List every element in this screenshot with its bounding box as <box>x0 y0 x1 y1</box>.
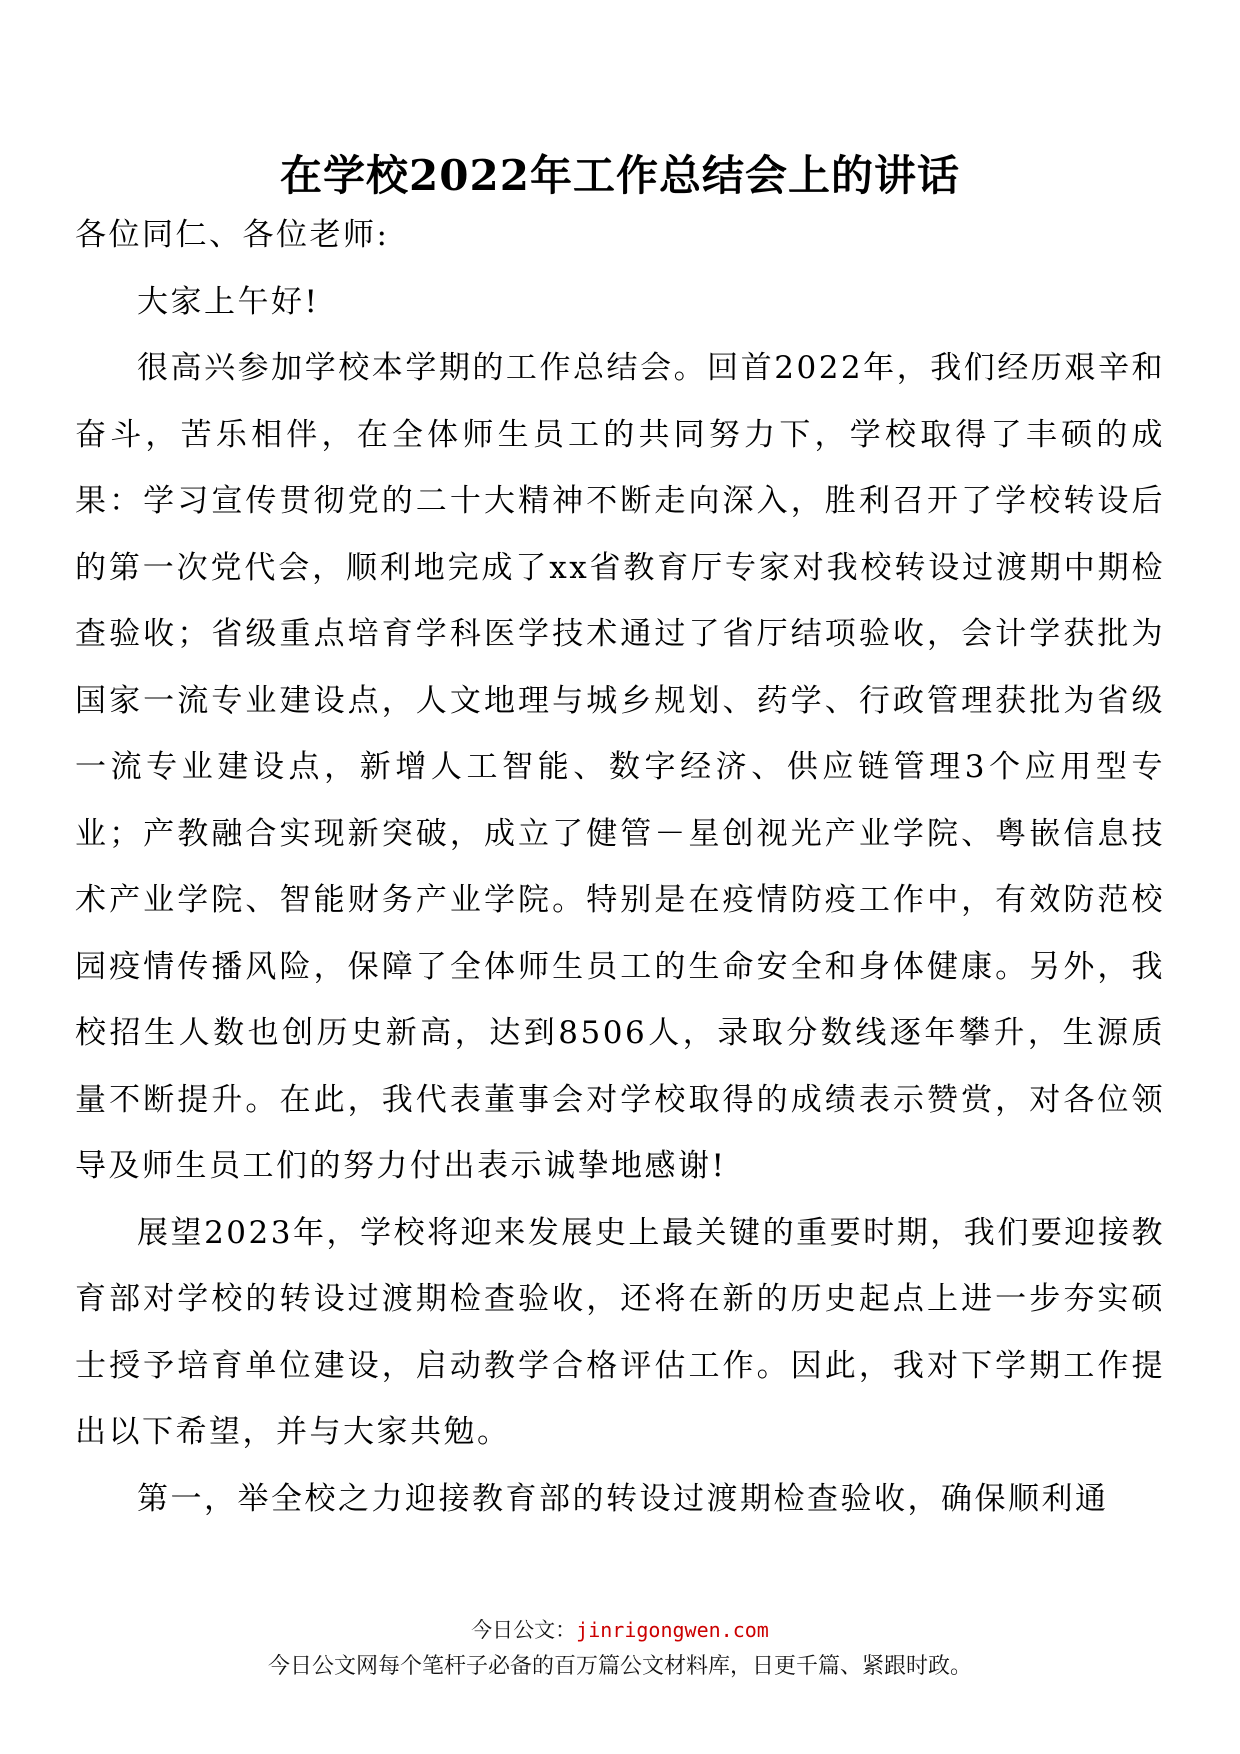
footer-source <box>0 1615 1240 1645</box>
body-paragraph: 第一，举全校之力迎接教育部的转设过渡期检查验收，确保顺利通 <box>137 1480 1109 1517</box>
salutation: 各位同仁、各位老师: <box>75 217 390 253</box>
body-paragraph: 展望2023年，学校将迎来发展史上最关键的重要时期，我们要迎接教育部对学校的转设过渡期检查验收，还将在新的历史起点上进一步夯实硕士授予培育单位建设，启动教学合格评估工作。因此，我对下学期工作提出以下希望，并与大家共勉。 <box>75 1214 1165 1450</box>
greeting: 大家上午好! <box>137 283 320 320</box>
body-paragraph: 很高兴参加学校本学期的工作总结会。回首2022年，我们经历艰辛和奋斗，苦乐相伴，在全体师生员工的共同努力下，学校取得了丰硕的成果：学习宣传贯彻党的二十大精神不断走向深入，胜利召开了学校转设后的第一次党代会，顺利地完成了xx省教育厅专家对我校转设过渡期中期检查验收；省级重点培育学科医学技术通过了省厅结项验收，会计学获批为国家一流专业建设点，人文地理与城乡规划、药学、行政管理获批为省级一流专业建设点，新增人工智能、数字经济、供应链管理3个应用型专业；产教融合实现新突破，成立了健管－星创视光产业学院、粤嵌信息技术产业学院、智能财务产业学院。特别是在疫情防疫工作中，有效防范校园疫情传播风险，保障了全体师生员工的生命安全和身体健康。另外，我校招生人数也创历史新高，达到8506人，录取分数线逐年攀升，生源质量不断提升。在此，我代表董事会对学校取得的成绩表示赞赏，对各位领导及师生员工们的努力付出表示诚挚地感谢! <box>75 350 1165 1184</box>
footer-site-link[interactable]: jinrigongwen.com <box>576 1618 769 1642</box>
footer-site-label: 今日公文： <box>471 1618 577 1642</box>
footer-tagline: 今日公文网每个笔杆子必备的百万篇公文材料库，日更千篇、紧跟时政。 <box>267 1654 972 1679</box>
document-title: 在学校2022年工作总结会上的讲话 <box>280 151 960 201</box>
document-body <box>75 202 1165 1532</box>
